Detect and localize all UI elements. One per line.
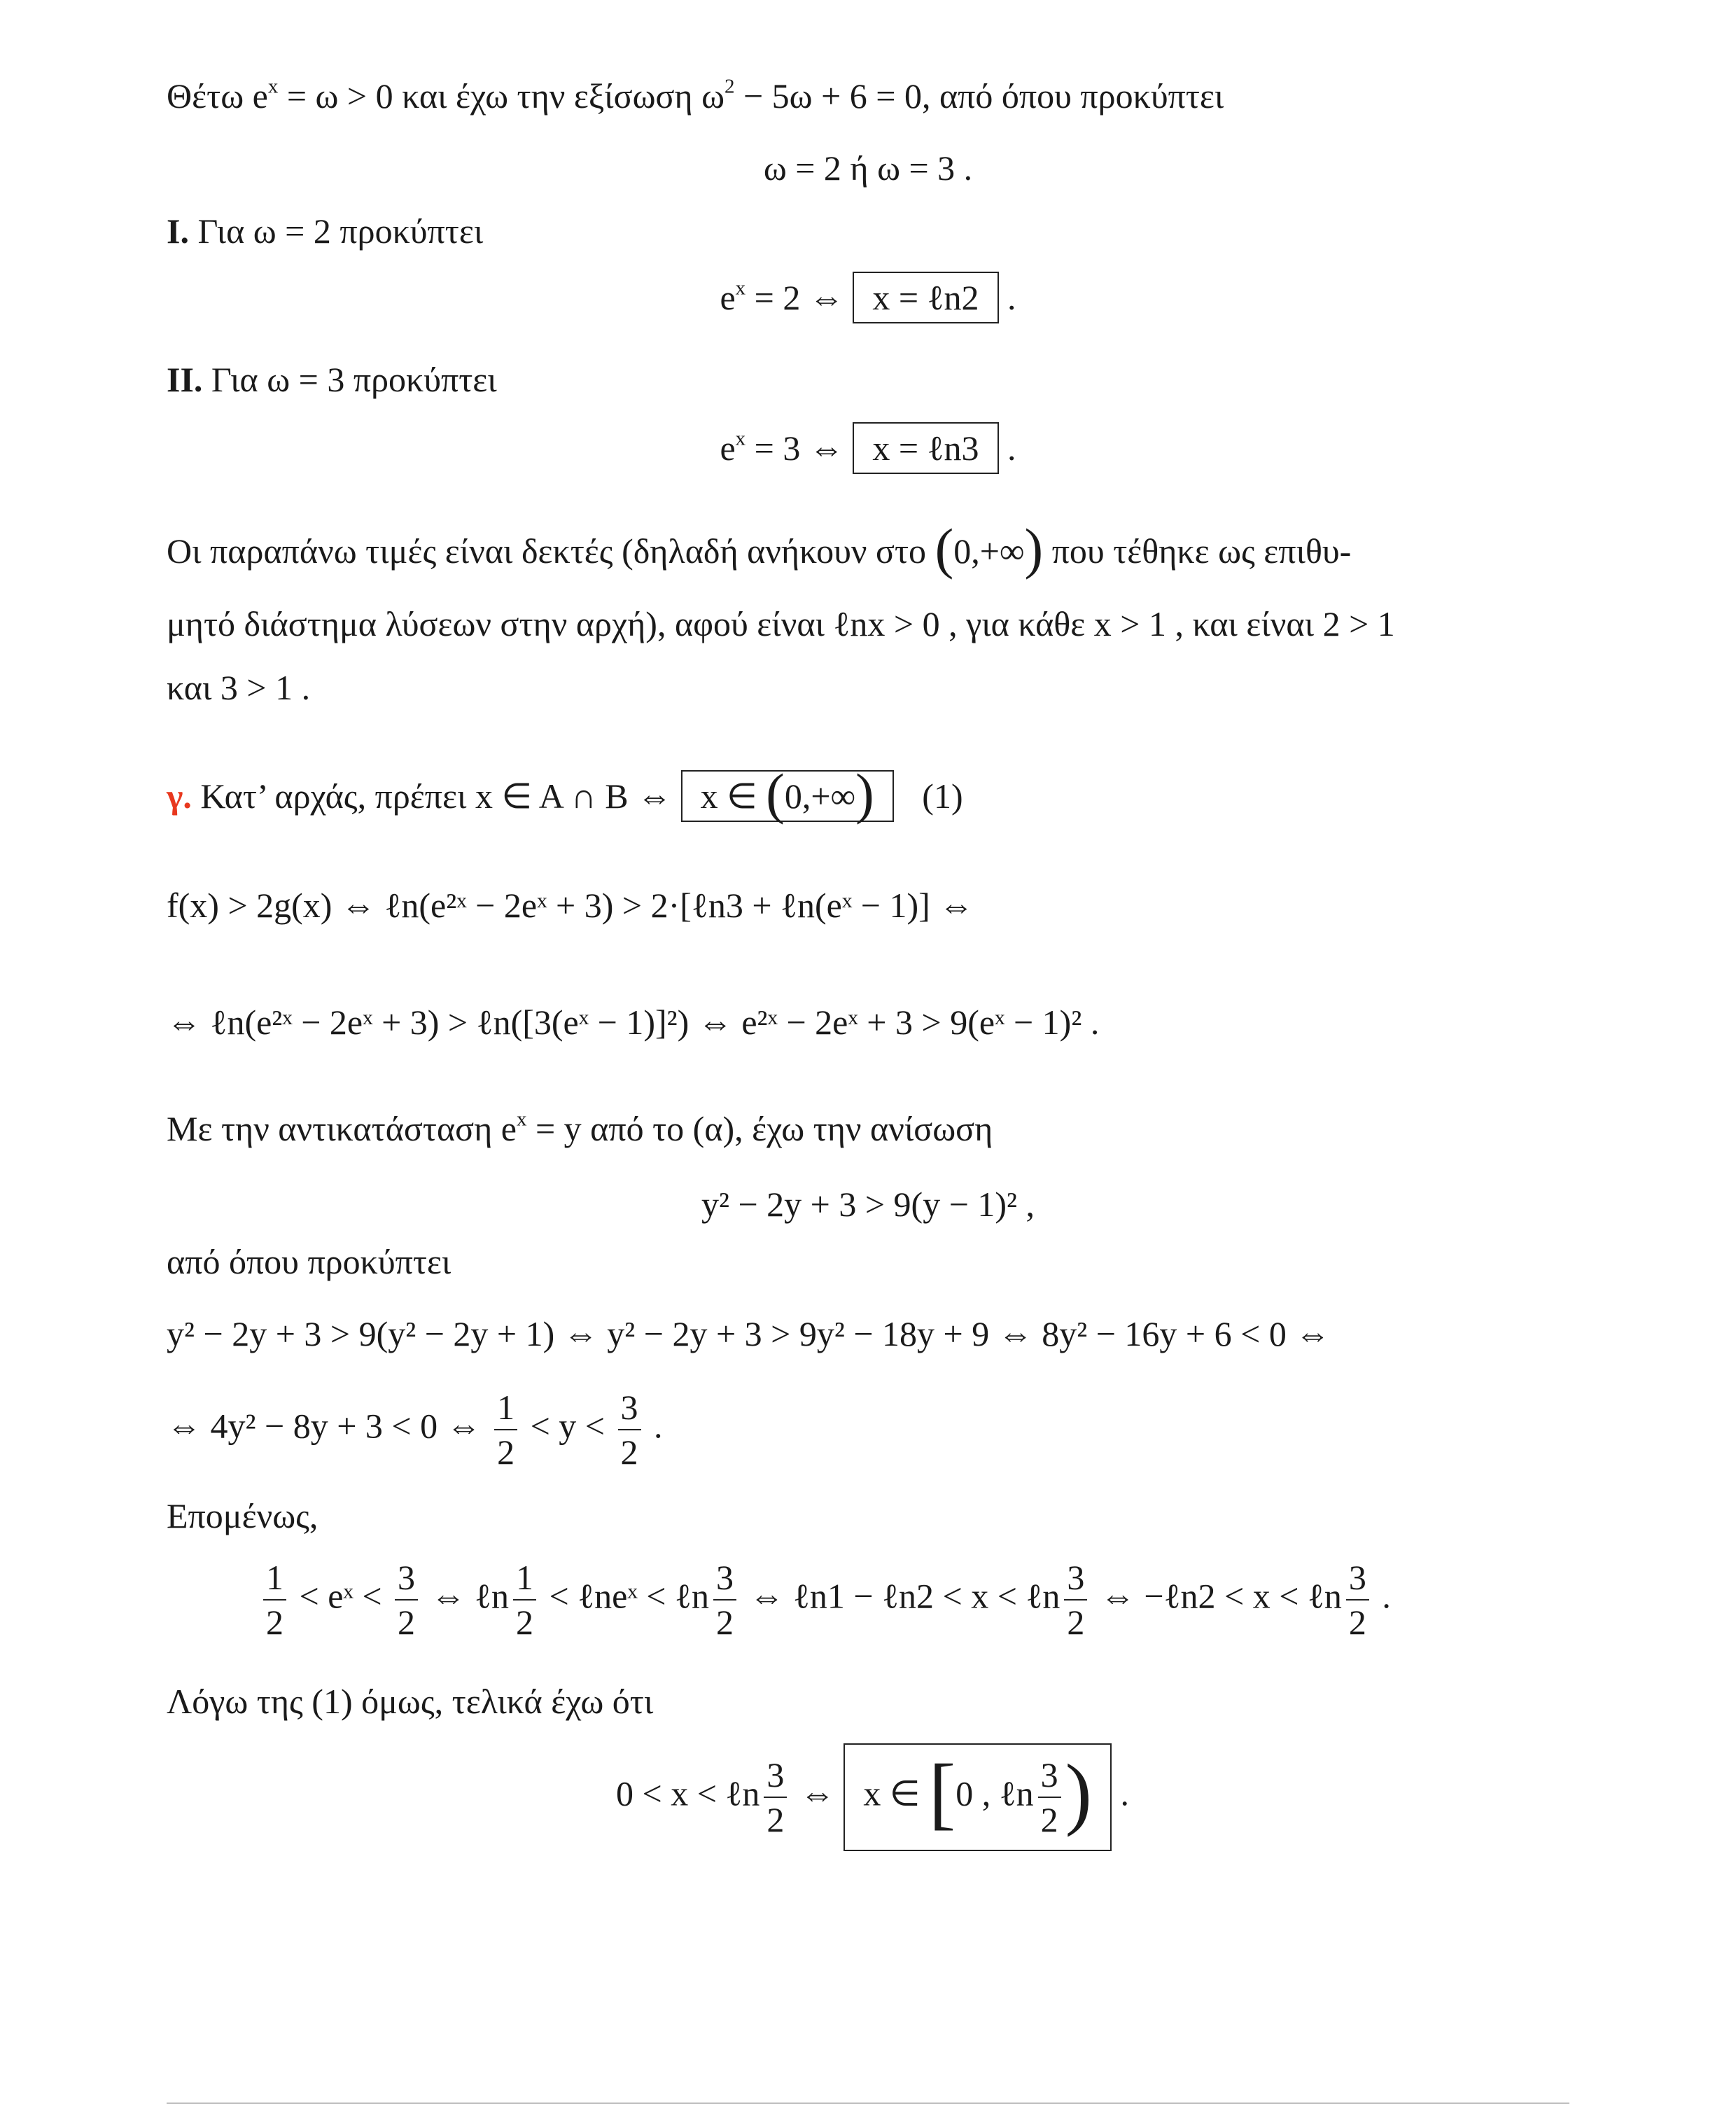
part-gamma-line: [167, 763, 963, 825]
text: Με την αντικατάσταση e: [167, 1109, 517, 1148]
boxed-domain: [681, 763, 894, 825]
denominator: 2: [497, 1432, 515, 1472]
left-paren: (: [766, 763, 785, 825]
text: < ℓneˣ < ℓn: [540, 1576, 709, 1616]
footer-divider: [167, 2102, 1569, 2104]
text: 0 , ℓn: [955, 1773, 1034, 1813]
fraction: [1038, 1757, 1061, 1837]
superscript: x: [267, 75, 279, 98]
boxed-final-answer: [844, 1743, 1112, 1851]
chain-line-2: [167, 1390, 663, 1470]
text: .: [1373, 1576, 1391, 1616]
text: = y από το (α), έχω την ανίσωση: [526, 1109, 993, 1148]
quadratic-inequality: y² − 2y + 3 > 9(y − 1)² ,: [701, 1185, 1035, 1224]
logo-line: Λόγω της (1) όμως, τελικά έχω ότι: [167, 1682, 654, 1721]
numerator: 3: [1346, 1560, 1369, 1601]
case-II-equation: [0, 422, 1736, 474]
numerator: 1: [263, 1560, 286, 1601]
interval: 0,+∞: [784, 776, 856, 816]
text: .: [1111, 1773, 1129, 1813]
superscript: x: [735, 277, 746, 300]
text: .: [998, 428, 1016, 468]
superscript: x: [735, 427, 746, 450]
log-chain-line: [259, 1560, 1391, 1640]
equation-ref: (1): [922, 776, 963, 816]
case-I-equation: [0, 272, 1736, 323]
text: ⇔: [791, 1773, 844, 1813]
fraction: [764, 1757, 787, 1837]
denominator: 2: [620, 1432, 638, 1472]
superscript: x: [516, 1108, 527, 1131]
text: e: [720, 278, 736, 317]
case-I-label: I.: [167, 211, 189, 251]
part-gamma-label: γ.: [167, 776, 192, 816]
numerator: 1: [513, 1560, 536, 1601]
text: ⇔ 4y² − 8y + 3 < 0 ⇔: [167, 1406, 491, 1446]
intro-line: [167, 75, 1224, 116]
paragraph-line-3: και 3 > 1 .: [167, 668, 311, 707]
boxed-answer-ln3: x = ℓn3: [853, 422, 998, 474]
epomenos-line: Επομένως,: [167, 1496, 318, 1535]
text: Θέτω e: [167, 76, 268, 116]
inequality-line-1: f(x) > 2g(x) ⇔ ℓn(e²ˣ − 2eˣ + 3) > 2·[ℓn3 + ℓn(eˣ − 1)] ⇔: [167, 886, 974, 925]
boxed-answer-ln2: x = ℓn2: [853, 272, 998, 323]
right-paren: ): [1065, 1748, 1092, 1838]
numerator: 3: [764, 1757, 787, 1798]
case-II-line: [167, 362, 497, 397]
text: που τέθηκε ως επιθυ-: [1051, 531, 1352, 571]
case-I-text: Για ω = 2 προκύπτει: [197, 211, 484, 251]
text: < y <: [522, 1406, 614, 1446]
numerator: 3: [713, 1560, 736, 1601]
fraction: [513, 1560, 536, 1640]
text: Οι παραπάνω τιμές είναι δεκτές (δηλαδή ανήκουν στο: [167, 531, 927, 571]
text: = 3 ⇔: [746, 428, 853, 468]
denominator: 2: [1067, 1603, 1085, 1642]
denominator: 2: [766, 1800, 785, 1839]
case-II-label: II.: [167, 360, 203, 399]
denominator: 2: [1040, 1800, 1058, 1839]
substitution-line: [167, 1108, 993, 1148]
text: .: [645, 1406, 663, 1446]
denominator: 2: [266, 1603, 284, 1642]
denominator: 2: [398, 1603, 416, 1642]
text: ⇔ ℓn1 − ℓn2 < x < ℓn: [740, 1576, 1060, 1616]
right-paren: ): [1024, 518, 1044, 580]
fraction: [395, 1560, 418, 1640]
denominator: 2: [516, 1603, 533, 1642]
fraction: [1064, 1560, 1087, 1640]
text: ⇔ −ℓn2 < x < ℓn: [1091, 1576, 1342, 1616]
apo-opou-line: από όπου προκύπτει: [167, 1242, 451, 1281]
text: x ∈: [700, 776, 766, 816]
denominator: 2: [715, 1603, 734, 1642]
text: Κατ’ αρχάς, πρέπει x ∈ A ∩ B ⇔: [191, 776, 681, 816]
text: 0 < x < ℓn: [616, 1773, 760, 1813]
chain-line-1: y² − 2y + 3 > 9(y² − 2y + 1) ⇔ y² − 2y + 3 > 9y² − 18y + 9 ⇔ 8y² − 16y + 6 < 0 ⇔: [167, 1314, 1331, 1353]
interval: 0,+∞: [953, 531, 1025, 571]
text: x ∈: [863, 1773, 929, 1813]
fraction: [713, 1560, 736, 1640]
superscript: 2: [724, 75, 735, 98]
case-I-line: [167, 211, 484, 251]
text: e: [720, 428, 736, 468]
fraction-three-halves: [618, 1390, 641, 1470]
text: ⇔ ℓn: [422, 1576, 509, 1616]
denominator: 2: [1348, 1603, 1366, 1642]
paragraph-line-1: [167, 518, 1352, 580]
fraction-one-half: [494, 1390, 517, 1470]
text: < eˣ <: [290, 1576, 391, 1616]
case-II-text: Για ω = 3 προκύπτει: [211, 360, 497, 399]
fraction: [1346, 1560, 1369, 1640]
text: = 2 ⇔: [746, 278, 853, 317]
final-answer-line: [616, 1743, 1129, 1851]
numerator: 3: [395, 1560, 418, 1601]
text: = ω > 0 και έχω την εξίσωση ω: [278, 76, 724, 116]
numerator: 3: [1038, 1757, 1061, 1798]
left-paren: (: [934, 518, 954, 580]
numerator: 1: [494, 1390, 517, 1430]
inequality-line-2: ⇔ ℓn(e²ˣ − 2eˣ + 3) > ℓn([3(eˣ − 1)]²) ⇔ e²ˣ − 2eˣ + 3 > 9(eˣ − 1)² .: [167, 1003, 1100, 1042]
omega-solutions: ω = 2 ή ω = 3 .: [763, 148, 973, 188]
right-paren: ): [855, 763, 874, 825]
text: − 5ω + 6 = 0, από όπου προκύπτει: [734, 76, 1224, 116]
left-bracket: [: [928, 1748, 956, 1838]
text: .: [998, 278, 1016, 317]
numerator: 3: [1064, 1560, 1087, 1601]
fraction: [263, 1560, 286, 1640]
paragraph-line-2: μητό διάστημα λύσεων στην αρχή), αφού είναι ℓnx > 0 , για κάθε x > 1 , και είναι 2 > 1: [167, 604, 1395, 643]
numerator: 3: [618, 1390, 641, 1430]
